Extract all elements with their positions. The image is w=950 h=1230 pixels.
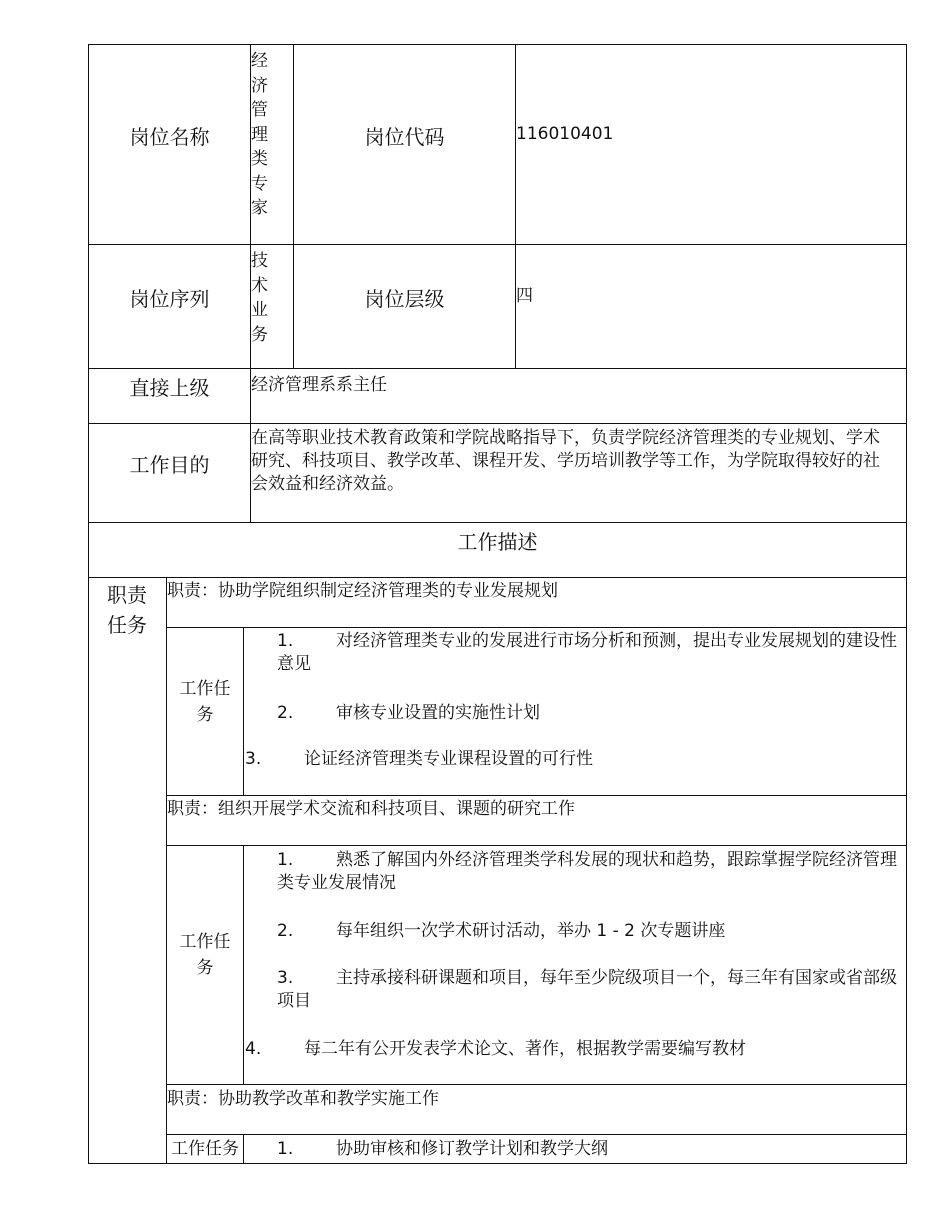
- description-title: 工作描述: [457, 529, 538, 554]
- position-code-label: 岗位代码: [364, 124, 445, 149]
- task-text: 每年组织一次学术研讨活动，举办 1 - 2 次专题讲座: [336, 921, 726, 941]
- duty-title: 职责：组织开展学术交流和科技项目、课题的研究工作: [167, 799, 575, 819]
- task-item: [277, 849, 899, 895]
- task-item: [277, 630, 899, 676]
- task-number: 3.: [245, 749, 262, 769]
- position-series-value: 技术业务: [251, 251, 268, 345]
- purpose-value: 在高等职业技术教育政策和学院战略指导下，负责学院经济管理类的专业规划、学术研究、科技项目、教学改革、课程开发、学历培训教学等工作，为学院取得较好的社会效益和经济效益。: [251, 428, 880, 494]
- purpose-label: 工作目的: [129, 452, 210, 477]
- task-text: 每二年有公开发表学术论文、著作，根据教学需要编写教材: [304, 1039, 746, 1059]
- supervisor-label: 直接上级: [129, 375, 210, 400]
- task-number: 1.: [277, 1139, 294, 1159]
- position-name-label: 岗位名称: [129, 124, 210, 149]
- position-code-value: 116010401: [516, 124, 614, 144]
- grid-line: [166, 845, 907, 846]
- task-number: 2.: [277, 703, 294, 723]
- task-item: [277, 702, 899, 725]
- grid-line: [166, 1084, 907, 1085]
- grid-line: [88, 577, 907, 578]
- grid-line: [515, 44, 516, 369]
- grid-line: [906, 44, 907, 1164]
- task-number: 1.: [277, 631, 294, 651]
- grid-line: [166, 627, 907, 628]
- task-text: 审核专业设置的实施性计划: [336, 703, 540, 723]
- task-label: 工作任务: [171, 1139, 239, 1159]
- grid-line: [166, 1134, 907, 1135]
- grid-line: [243, 845, 244, 1085]
- task-label: 工作任务: [179, 932, 231, 978]
- grid-line: [243, 627, 244, 796]
- task-text: 对经济管理类专业的发展进行市场分析和预测，提出专业发展规划的建设性意见: [277, 631, 897, 674]
- position-level-value: 四: [516, 286, 533, 306]
- task-text: 主持承接科研课题和项目，每年至少院级项目一个，每三年有国家或省部级项目: [277, 968, 897, 1011]
- grid-line: [243, 1134, 244, 1164]
- task-text: 熟悉了解国内外经济管理类学科发展的现状和趋势，跟踪掌握学院经济管理类专业发展情况: [277, 850, 897, 893]
- task-item: [277, 920, 899, 943]
- position-level-label: 岗位层级: [364, 286, 445, 311]
- task-text: 协助审核和修订教学计划和教学大纲: [336, 1139, 608, 1159]
- task-number: 3.: [277, 968, 294, 988]
- task-item: [245, 748, 899, 771]
- task-item: [245, 1038, 899, 1061]
- task-label: 工作任务: [179, 678, 231, 725]
- grid-line: [88, 1163, 907, 1164]
- position-name-value: 经济管理类专家: [251, 51, 268, 218]
- duty-title: 职责：协助教学改革和教学实施工作: [167, 1089, 439, 1109]
- duties-label: 职责任务: [107, 583, 147, 637]
- grid-line: [166, 795, 907, 796]
- task-text: 论证经济管理类专业课程设置的可行性: [304, 749, 593, 769]
- task-item: [277, 967, 899, 1013]
- task-number: 1.: [277, 850, 294, 870]
- duty-title: 职责：协助学院组织制定经济管理类的专业发展规划: [167, 581, 558, 601]
- task-number: 4.: [245, 1039, 262, 1059]
- supervisor-value: 经济管理系系主任: [251, 375, 387, 395]
- task-item: [277, 1138, 899, 1161]
- task-number: 2.: [277, 921, 294, 941]
- position-series-label: 岗位序列: [129, 286, 210, 311]
